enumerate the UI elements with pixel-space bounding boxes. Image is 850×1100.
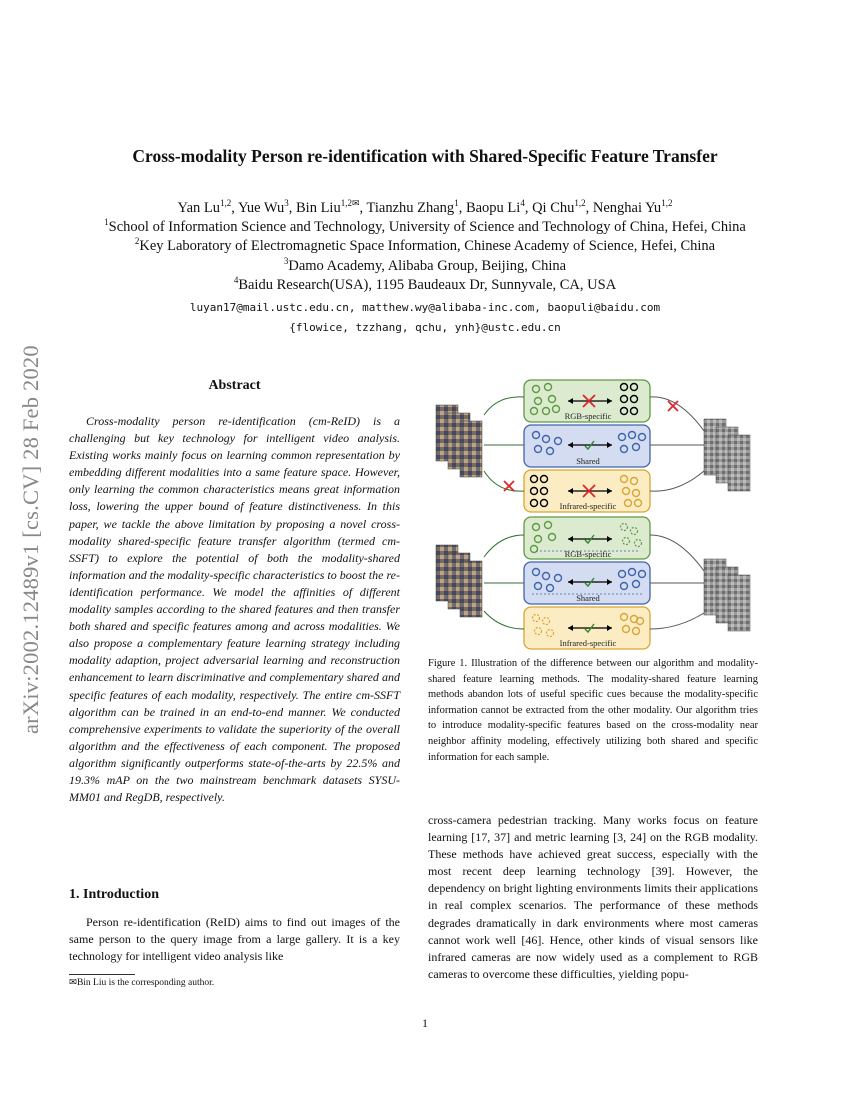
affiliation: $^1$School of Information Science and Technology, University of Science and Technology of China, Hefei, China [104,217,746,236]
email-line: luyan17@mail.ustc.edu.cn, matthew.wy@alibaba-inc.com, baopuli@baidu.com [189,301,661,314]
figure-caption: Figure 1. Illustration of the difference between our algorithm and modality-shared feature learning methods. The modality-shared feature learning methods abandon lots of useful specific cues because the modality-specific information cannot be extracted from the other modality. Our algorithm tries to introduce modality-specific features based on the cross-modality near neighbor affinity modeling, effectively utilizing both shared and specific information for each sample. [428,658,758,763]
author: Tianzhu Zhang$^1$, [366,198,466,216]
label-shared: Shared [576,593,600,603]
affiliation: $^4$Baidu Research(USA), 1195 Baudeaux Dr, Sunnyvale, CA, USA [233,274,617,293]
infrared-image-stack-bottom [704,559,750,631]
label-infrared-specific: Infrared-specific [559,638,617,648]
author: Yue Wu$^3$, [237,198,296,216]
abstract-heading: Abstract [208,378,261,393]
label-rgb-specific: RGB-specific [564,549,612,559]
abstract-text: Cross-modality person re-identification (cm-ReID) is a challenging but key technology for intelligent video analysis. Existing works mainly focus on learning common representation by embedding different modalities into a same feature space. However, only learning the common characteristics means great information loss, lowering the upper bound of feature distinctiveness. In this paper, we tackle the above limitation by proposing a novel cross-modality shared-specific feature transfer algorithm (termed cm-SSFT) to explore the potential of both the modality-shared information and the modality-specific characteristics to boost the re-identification performance. We model the affinities of different modality samples according to the shared features and then transfer both shared and specific features among and across modalities. We also propose a complementary feature learning strategy including modality adaption, project adversarial learning and reconstruction enhancement to learn discriminative and complementary shared and specific features of each modality, respectively. The entire cm-SSFT algorithm can be trained in an end-to-end manner. We conducted comprehensive experiments to validate the superiority of the overall algorithm and the effectiveness of each component. The proposed algorithm significantly outperforms state-of-the-arts by 22.5% and 19.3% mAP on the two mainstream benchmark datasets SYSU-MM01 and RegDB, respectively. [69,414,400,805]
infrared-specific-box-bottom [524,607,650,649]
rgb-image-stack-top [436,405,482,477]
rgb-specific-box-top [524,380,650,422]
author: Nenghai Yu$^{1,2}$ [592,198,673,216]
author: Baopu Li$^4$, [465,198,533,216]
arxiv-stamp: arXiv:2002.12489v1 [cs.CV] 28 Feb 2020 [18,345,43,735]
infrared-specific-box-top [524,470,650,512]
email-block [0,298,850,337]
shared-box-top [524,425,650,467]
footnote-rule [69,974,135,975]
rgb-specific-box-bottom [524,517,650,559]
infrared-image-stack-top [704,419,750,491]
rgb-image-stack-bottom [436,545,482,617]
author: Bin Liu$^{1,2✉}$, [296,198,367,216]
label-rgb-specific: RGB-specific [564,411,612,421]
author-block [0,199,850,295]
affiliation: $^2$Key Laboratory of Electromagnetic Space Information, Chinese Academy of Science, Hefei, China [134,236,716,255]
section-heading-introduction: 1. Introduction [69,887,159,902]
author-list [0,199,850,218]
label-shared: Shared [576,456,600,466]
label-infrared-specific: Infrared-specific [559,501,617,511]
shared-box-bottom [524,562,650,604]
paper-title: Cross-modality Person re-identification with Shared-Specific Feature Transfer [132,146,718,166]
figure-1 [428,375,758,657]
right-column-text: cross-camera pedestrian tracking. Many works focus on feature learning [17, 37] and metric learning [3, 24] on the RGB modality. These methods have achieved great success, especially with the most recent deep learning technology [39]. However, the dependency on bright lighting environments limits their applications in real complex scenarios. The performance of these methods degrades dramatically in dark environments where most cameras cannot work well [46]. Hence, other kinds of visual sensors like infrared cameras are now widely used as a complement to RGB cameras to overcome these difficulties, yielding popu- [428,813,758,981]
footnote: ✉Bin Liu is the corresponding author. [69,978,215,988]
email-line: {flowice, tzzhang, qchu, ynh}@ustc.edu.cn [289,320,561,334]
page-number: 1 [422,1016,428,1030]
affiliation: $^3$Damo Academy, Alibaba Group, Beijing, China [283,255,567,274]
author: Qi Chu$^{1,2}$, [532,198,593,216]
author: Yan Lu$^{1,2}$, [177,198,238,216]
introduction-text: Person re-identification (ReID) aims to find out images of the same person to the query image from a large gallery. It is a key technology for intelligent video analysis like [69,915,400,964]
